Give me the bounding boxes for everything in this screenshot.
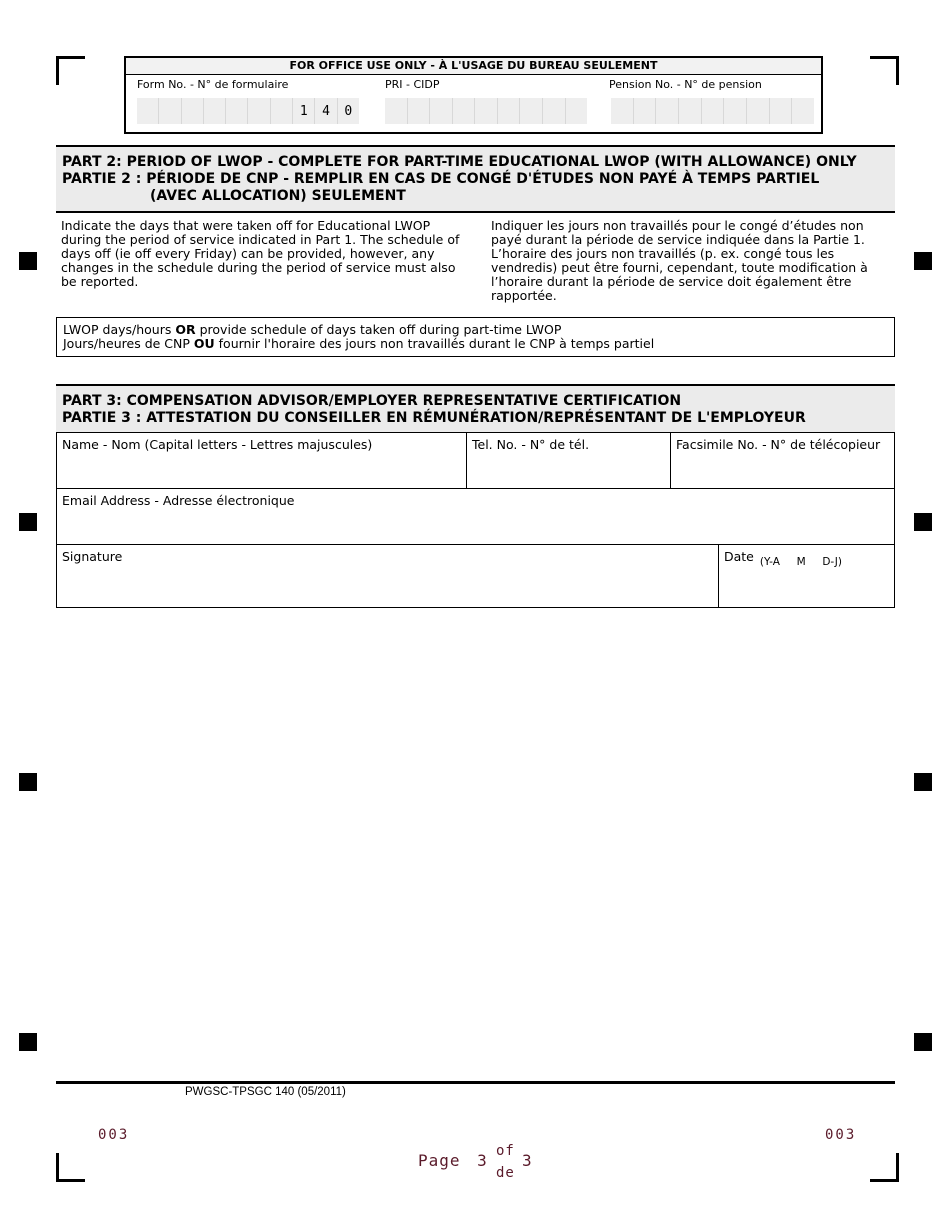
office-use-box [124, 56, 823, 134]
corner-mark-bottom-right [870, 1153, 899, 1182]
form-no-digit [137, 98, 159, 124]
name-label: Name - Nom (Capital letters - Lettres majuscules) [62, 437, 373, 452]
corner-mark-bottom-left [56, 1153, 85, 1182]
page-code-right: 003 [825, 1127, 857, 1143]
signature-field[interactable] [56, 544, 719, 608]
form-no-digit [271, 98, 293, 124]
signature-label: Signature [62, 549, 123, 564]
registration-mark [19, 513, 37, 531]
date-format: (Y-A M D-J) [759, 556, 842, 568]
name-field[interactable] [56, 432, 467, 489]
part3-title-en: PART 3: COMPENSATION ADVISOR/EMPLOYER REPRESENTATIVE CERTIFICATION [62, 393, 682, 409]
email-field[interactable] [56, 488, 895, 545]
form-no-digit [159, 98, 181, 124]
pension-label: Pension No. - N° de pension [609, 78, 762, 91]
page-word: Page [418, 1151, 461, 1170]
registration-mark [914, 773, 932, 791]
page-code-left: 003 [98, 1127, 130, 1143]
registration-mark [914, 1033, 932, 1051]
form-no-digit: 4 [315, 98, 337, 124]
registration-mark [19, 252, 37, 270]
office-use-heading: FOR OFFICE USE ONLY - À L'USAGE DU BUREAU SEULEMENT [126, 58, 821, 75]
page-of: of [496, 1143, 515, 1159]
page-indicator [418, 1151, 488, 1170]
fax-label: Facsimile No. - N° de télécopieur [676, 437, 881, 452]
lwop-label-en: LWOP days/hours OR provide schedule of days taken off during part-time LWOP [63, 322, 562, 337]
part2-heading [56, 145, 895, 213]
date-field[interactable] [718, 544, 895, 608]
registration-mark [914, 252, 932, 270]
page-current: 3 [477, 1151, 488, 1170]
form-no-digit: 1 [293, 98, 315, 124]
registration-mark [19, 773, 37, 791]
pri-field[interactable] [385, 98, 587, 124]
registration-mark [914, 513, 932, 531]
fax-field[interactable] [670, 432, 895, 489]
registration-mark [19, 1033, 37, 1051]
tel-field[interactable] [466, 432, 671, 489]
form-no-field[interactable] [137, 98, 359, 124]
date-label: Date [724, 549, 754, 564]
part3-title-fr: PARTIE 3 : ATTESTATION DU CONSEILLER EN RÉMUNÉRATION/REPRÉSENTANT DE L'EMPLOYEUR [62, 410, 806, 426]
part2-instructions-en: Indicate the days that were taken off for Educational LWOP during the period of service indicated in Part 1. The schedule of days off (ie off every Friday) can be provided, however, any changes in the schedule during the period of service must also be reported. [61, 218, 460, 289]
form-no-digit [182, 98, 204, 124]
form-no-digit [204, 98, 226, 124]
page-total: 3 [522, 1151, 534, 1170]
tel-label: Tel. No. - N° de tél. [472, 437, 590, 452]
corner-mark-top-left [56, 56, 85, 85]
page-de: de [496, 1165, 515, 1181]
lwop-label-fr: Jours/heures de CNP OU fournir l'horaire des jours non travaillés durant le CNP à temps partiel [63, 336, 655, 351]
part3-heading [56, 384, 895, 433]
corner-mark-top-right [870, 56, 899, 85]
form-no-digit [226, 98, 248, 124]
part2-instructions-fr: Indiquer les jours non travaillés pour le congé d’études non payé durant la période de service indiquée dans la Partie 1. L’horaire des jours non travaillés (p. ex. congé tous les vendredis) peut être fourni, cependant, toute modification à l’horaire durant la période de service doit également être rapportée. [491, 218, 868, 303]
part2-title-fr: PARTIE 2 : PÉRIODE DE CNP - REMPLIR EN CAS DE CONGÉ D'ÉTUDES NON PAYÉ À TEMPS PARTIEL [62, 171, 820, 187]
part2-title-fr-cont: (AVEC ALLOCATION) SEULEMENT [150, 188, 406, 204]
form-no-digit: 0 [344, 103, 353, 119]
pri-label: PRI - CIDP [385, 78, 440, 91]
lwop-days-field[interactable] [56, 317, 895, 357]
pension-field[interactable] [611, 98, 814, 124]
form-code: PWGSC-TPSGC 140 (05/2011) [185, 1086, 346, 1098]
form-no-label: Form No. - N° de formulaire [137, 78, 289, 91]
email-label: Email Address - Adresse électronique [62, 493, 295, 508]
part2-title-en: PART 2: PERIOD OF LWOP - COMPLETE FOR PART-TIME EDUCATIONAL LWOP (WITH ALLOWANCE) ONLY [62, 154, 857, 170]
form-no-digit [248, 98, 270, 124]
footer-rule [56, 1081, 895, 1084]
